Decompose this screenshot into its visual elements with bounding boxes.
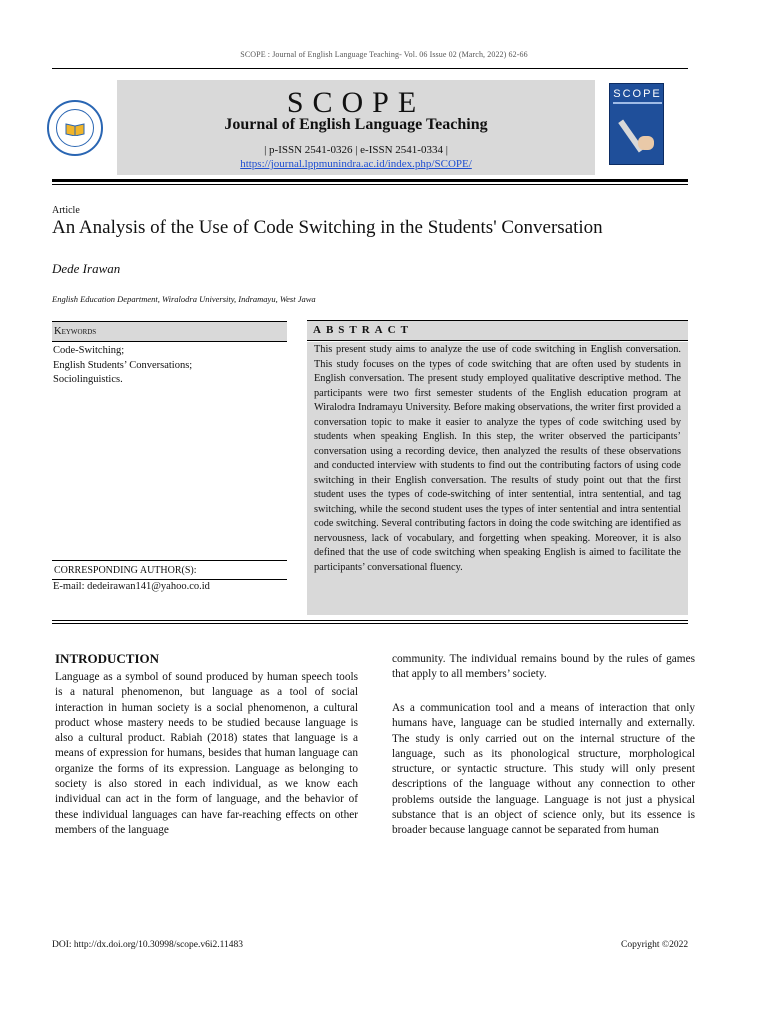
university-logo bbox=[47, 100, 103, 156]
article-type-label: Article bbox=[52, 205, 80, 216]
body-column-right-para1: community. The individual remains bound by the rules of games that apply to all members’ society. bbox=[392, 653, 695, 681]
introduction-heading: INTRODUCTION bbox=[55, 651, 160, 666]
abstract-heading: ABSTRACT bbox=[313, 324, 413, 336]
keyword-item: Sociolinguistics. bbox=[53, 374, 123, 385]
doi-footer: DOI: http://dx.doi.org/10.30998/scope.v6i2.11483 bbox=[52, 940, 244, 950]
top-rule bbox=[52, 68, 688, 69]
keywords-list bbox=[53, 344, 192, 388]
copyright-footer: Copyright ©2022 bbox=[621, 940, 689, 950]
header-rule-thin bbox=[52, 184, 688, 185]
keyword-item: Code-Switching; bbox=[53, 345, 125, 356]
journal-name: SCOPE bbox=[286, 86, 426, 119]
cover-title: SCOPE bbox=[613, 88, 662, 100]
corresponding-author-header bbox=[52, 560, 287, 580]
section-rule-2 bbox=[52, 623, 688, 624]
author-name: Dede Irawan bbox=[52, 261, 121, 276]
section-rule-1 bbox=[52, 620, 688, 621]
book-icon bbox=[65, 121, 85, 136]
corresponding-heading: CORRESPONDING AUTHOR(S): bbox=[54, 565, 197, 576]
body-column-right-para2: As a communication tool and a means of interaction that only humans have, language can be studied internally and externally. The study is only carried out on the internal structure of the language, such as its phonological structure, morphological structure, or syntactic structure. This study will only present descriptions of the language without any connection to other problems outside the language. Language is not just a physical substance that is an object of science only, but its essence is broader because language cannot be separated from human bbox=[392, 702, 695, 837]
running-head: SCOPE : Journal of English Language Teaching- Vol. 06 Issue 02 (March, 2022) 62-66 bbox=[240, 50, 528, 59]
journal-cover-image bbox=[609, 83, 664, 165]
corresponding-email: E-mail: dedeirawan141@yahoo.co.id bbox=[53, 581, 210, 592]
issn-line: | p-ISSN 2541-0326 | e-ISSN 2541-0334 | bbox=[264, 144, 448, 156]
article-title: An Analysis of the Use of Code Switching in the Students' Conversation bbox=[52, 217, 603, 238]
keyword-item: English Students’ Conversations; bbox=[53, 359, 193, 371]
abstract-body: This present study aims to analyze the use of code switching in English conversation. This study focuses on the types of code switching that are often used by students in English conversation. The present study employed qualitative descriptive method. The participants were two first semester students of the English education program at Wiralodra Indramayu University. Before making observations, the writer first provided a conversation topic to make it easier to analyze the types of code switching used by students when speaking English. In this step, the writer observed the participants’ conversation using a recording device, then analyzed the results of these observations and conducted interview with students to find out the contributing factors of using code switching in their English conversation. The results of study point out that the first student uses the types of code-switching of inter sentential, intra sentential, and tag switching, while the second student uses the types of inter sentential and intra sentential code switching. Several contributing factors in doing the code switching are identified as nervousness, lack of vocabulary, and forgetting when speaking. Moreover, it is also defined that the use of code switching when speaking English is aimed to facilitate the participants’ conversational fluency. bbox=[307, 342, 688, 615]
body-column-left: Language as a symbol of sound produced by human speech tools is a natural phenomenon, but language as a tool of social interaction in human society is a social phenomenon, a cultural product whose mastery needs to be studied because language is also a cultural product. Rabiah (2018) states that language is a means of expression for humans, besides that human language can organize the forms of its expression. Language as belonging to society is also stored in each individual, as we know each individual can act in the form of language, and the behavior of these individual languages can have far-reaching effects on other members of the language bbox=[55, 671, 358, 836]
keywords-header bbox=[52, 321, 287, 342]
keywords-heading: Keywords bbox=[54, 326, 97, 337]
cover-subtitle-bar bbox=[613, 102, 662, 104]
author-affiliation: English Education Department, Wiralodra University, Indramayu, West Jawa bbox=[52, 294, 316, 304]
hand-icon bbox=[638, 136, 654, 150]
abstract-header bbox=[307, 320, 688, 341]
journal-url-link[interactable]: https://journal.lppmunindra.ac.id/index.php/SCOPE/ bbox=[240, 158, 472, 170]
journal-subtitle: Journal of English Language Teaching bbox=[224, 116, 488, 133]
header-rule-thick bbox=[52, 179, 688, 182]
